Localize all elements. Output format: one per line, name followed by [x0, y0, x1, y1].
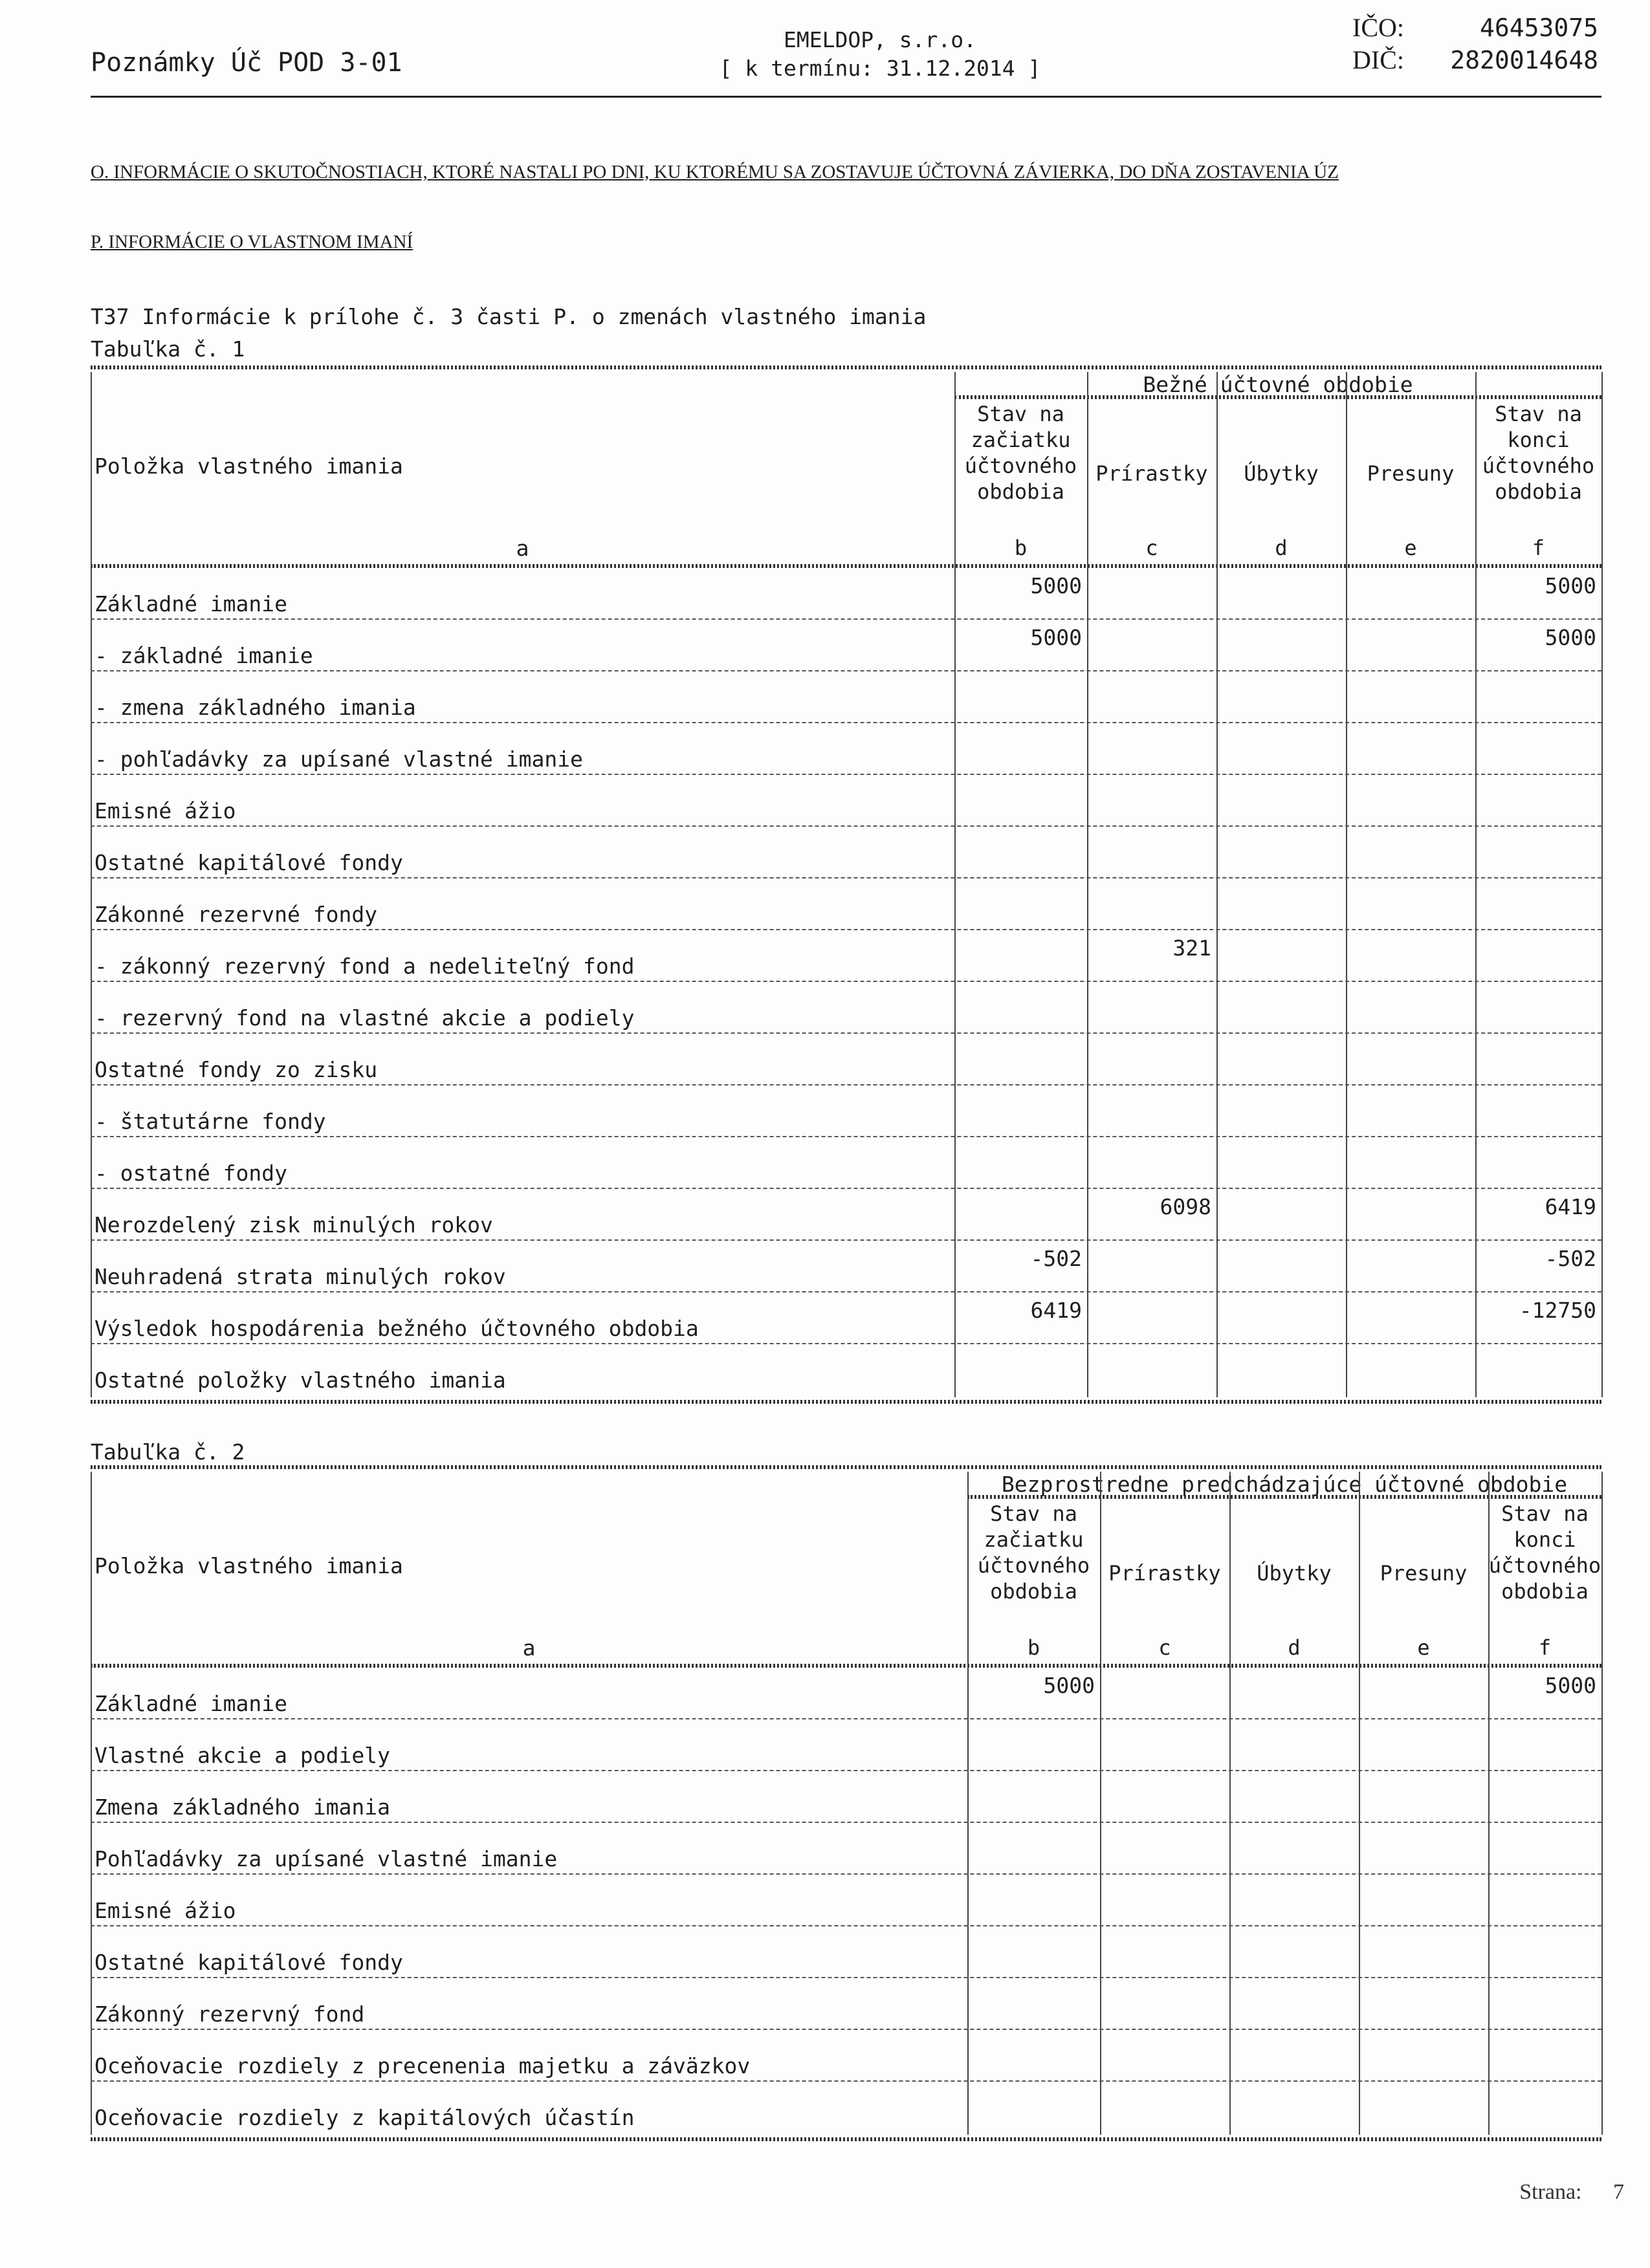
col-b-header-line: b: [1027, 1635, 1040, 1660]
row-divider: [91, 981, 1601, 982]
period-rule: [967, 1495, 1601, 1499]
section-p-heading: P. INFORMÁCIE O VLASTNOM IMANÍ: [91, 232, 413, 252]
row-divider: [91, 774, 1601, 775]
row-label: Vlastné akcie a podiely: [94, 1743, 390, 1768]
row-divider: [91, 1032, 1601, 1034]
col-d-header-line: Úbytky: [1244, 461, 1319, 486]
ico-label: IČO:: [1352, 13, 1404, 42]
page-label: Strana:: [1519, 2180, 1582, 2204]
row-label: Základné imanie: [94, 591, 288, 616]
column-separator: [1087, 372, 1088, 1397]
cell-b: 5000: [1030, 625, 1082, 650]
row-label: Zákonné rezervné fondy: [94, 902, 378, 927]
col-f-header-line: f: [1538, 1635, 1552, 1660]
column-separator: [1359, 1472, 1360, 2135]
col-b-header-line: účtovného: [977, 1553, 1090, 1578]
row-divider: [91, 2080, 1601, 2082]
id-block: [1352, 12, 1598, 76]
col-c-header-line: c: [1158, 1635, 1171, 1660]
col-f-header-line: Stav na: [1495, 402, 1582, 426]
row-divider: [91, 1718, 1601, 1719]
row-label: Neuhradená strata minulých rokov: [94, 1264, 506, 1289]
header-divider: [91, 96, 1601, 98]
row-label: Ostatné kapitálové fondy: [94, 1950, 403, 1975]
row-divider: [91, 1291, 1601, 1292]
row-divider: [91, 1239, 1601, 1241]
col-d-header-line: d: [1275, 536, 1288, 560]
dic-label: DIČ:: [1352, 45, 1404, 74]
row-divider: [91, 877, 1601, 878]
row-label: Ostatné fondy zo zisku: [94, 1057, 378, 1082]
cell-b: 6419: [1030, 1298, 1082, 1323]
header-rule: [91, 1664, 1601, 1668]
item-column-header: Položka vlastného imania: [94, 1553, 403, 1578]
col-b-header-line: obdobia: [977, 479, 1064, 504]
col-f-header-line: obdobia: [1495, 479, 1582, 504]
row-divider: [91, 1188, 1601, 1189]
row-label: - rezervný fond na vlastné akcie a podiely: [94, 1005, 635, 1030]
row-label: Ostatné kapitálové fondy: [94, 850, 403, 875]
section-o-heading: O. INFORMÁCIE O SKUTOČNOSTIACH, KTORÉ NASTALI PO DNI, KU KTORÉMU SA ZOSTAVUJE ÚČTOVNÁ ZÁVIERKA, DO DŇA ZOSTAVENIA ÚZ: [91, 162, 1339, 182]
column-separator: [1100, 1472, 1101, 2135]
cell-f: 5000: [1545, 1673, 1596, 1698]
cell-f: 5000: [1545, 573, 1596, 598]
col-f-header-line: účtovného: [1488, 1553, 1601, 1578]
row-divider: [91, 929, 1601, 930]
row-divider: [91, 1977, 1601, 1978]
col-e-header-line: Presuny: [1367, 461, 1455, 486]
cell-f: 5000: [1545, 625, 1596, 650]
row-label: Výsledok hospodárenia bežného účtovného obdobia: [94, 1316, 699, 1341]
col-b-header-line: začiatku: [984, 1527, 1084, 1552]
col-b-header-line: Stav na: [977, 402, 1064, 426]
period-label: Bezprostredne predchádzajúce účtovné obdobie: [1001, 1472, 1568, 1497]
cell-b: 5000: [1030, 573, 1082, 598]
row-divider: [91, 2029, 1601, 2030]
column-separator: [967, 1472, 969, 2135]
col-e-header-line: Presuny: [1380, 1560, 1468, 1586]
col-f-header-line: f: [1532, 536, 1545, 560]
row-divider: [91, 1136, 1601, 1137]
row-label: Nerozdelený zisk minulých rokov: [94, 1212, 493, 1238]
row-divider: [91, 1343, 1601, 1344]
row-label: Zákonný rezervný fond: [94, 2001, 365, 2027]
col-b-header-line: Stav na: [990, 1501, 1077, 1526]
cell-c: 6098: [1160, 1194, 1211, 1219]
row-label: Zmena základného imania: [94, 1794, 390, 1820]
row-label: - štatutárne fondy: [94, 1109, 326, 1134]
item-column-header: Položka vlastného imania: [94, 453, 403, 479]
column-separator: [1475, 372, 1477, 1397]
col-d-header-line: d: [1288, 1635, 1301, 1660]
bottom-rule: [91, 1400, 1601, 1404]
row-label: Emisné ážio: [94, 1898, 236, 1923]
row-divider: [91, 1822, 1601, 1823]
cell-f: 6419: [1545, 1194, 1596, 1219]
column-separator: [954, 372, 956, 1397]
top-rule: [91, 365, 1601, 369]
cell-c: 321: [1172, 935, 1211, 961]
column-a-label: a: [522, 1635, 536, 1661]
col-b-header-line: obdobia: [990, 1579, 1077, 1604]
col-d-header-line: Úbytky: [1257, 1560, 1332, 1586]
table-2: [91, 1465, 1601, 2135]
row-label: - zákonný rezervný fond a nedeliteľný fond: [94, 954, 635, 979]
row-divider: [91, 670, 1601, 671]
row-divider: [91, 618, 1601, 620]
col-e-header-line: e: [1417, 1635, 1430, 1660]
cell-b: -502: [1030, 1246, 1082, 1271]
column-separator: [1601, 372, 1603, 1397]
col-b-header-line: b: [1014, 536, 1028, 560]
row-divider: [91, 1770, 1601, 1771]
header-rule: [91, 564, 1601, 568]
row-divider: [91, 722, 1601, 723]
cell-f: -12750: [1519, 1298, 1596, 1323]
column-separator: [1601, 1472, 1603, 2135]
column-separator: [1229, 1472, 1231, 2135]
row-label: Oceňovacie rozdiely z kapitálových účastín: [94, 2105, 635, 2130]
top-rule: [91, 1465, 1601, 1469]
ico-value: 46453075: [1479, 14, 1598, 42]
row-divider: [91, 1084, 1601, 1085]
col-b-header-line: účtovného: [964, 453, 1077, 478]
row-label: Oceňovacie rozdiely z precenenia majetku a záväzkov: [94, 2053, 751, 2078]
table2-caption: Tabuľka č. 2: [91, 1439, 245, 1465]
bottom-rule: [91, 2137, 1601, 2141]
col-f-header-line: konci: [1513, 1527, 1576, 1552]
dic-value: 2820014648: [1450, 46, 1598, 74]
column-a-label: a: [516, 536, 529, 561]
row-label: - ostatné fondy: [94, 1161, 288, 1186]
column-separator: [1346, 372, 1347, 1397]
column-separator: [91, 372, 92, 1397]
period-rule: [954, 395, 1601, 399]
row-label: Ostatné položky vlastného imania: [94, 1368, 506, 1393]
page-footer: [1519, 2180, 1624, 2205]
page-number: 7: [1613, 2180, 1624, 2204]
col-f-header-line: obdobia: [1501, 1579, 1589, 1604]
cell-b: 5000: [1043, 1673, 1095, 1698]
col-c-header-line: Prírastky: [1108, 1560, 1221, 1586]
column-separator: [1216, 372, 1218, 1397]
column-separator: [1488, 1472, 1490, 2135]
col-e-header-line: e: [1404, 536, 1417, 560]
table-1: [91, 365, 1601, 1397]
row-label: - zmena základného imania: [94, 695, 416, 720]
col-f-header-line: účtovného: [1482, 453, 1595, 478]
row-divider: [91, 1873, 1601, 1875]
row-label: - základné imanie: [94, 643, 313, 668]
company-block: [686, 26, 1074, 83]
row-label: - pohľadávky za upísané vlastné imanie: [94, 747, 583, 772]
col-c-header-line: c: [1145, 536, 1158, 560]
col-f-header-line: konci: [1507, 428, 1570, 452]
row-label: Základné imanie: [94, 1691, 288, 1716]
term-date: [ k termínu: 31.12.2014 ]: [719, 56, 1041, 81]
row-divider: [91, 1925, 1601, 1926]
t37-title: T37 Informácie k prílohe č. 3 časti P. o zmenách vlastného imania: [91, 304, 927, 329]
document-title: Poznámky Úč POD 3-01: [91, 48, 402, 78]
row-divider: [91, 825, 1601, 827]
col-b-header-line: začiatku: [971, 428, 1071, 452]
table1-caption: Tabuľka č. 1: [91, 336, 245, 362]
row-label: Emisné ážio: [94, 798, 236, 823]
col-c-header-line: Prírastky: [1095, 461, 1208, 486]
company-name: EMELDOP, s.r.o.: [783, 27, 976, 52]
row-label: Pohľadávky za upísané vlastné imanie: [94, 1846, 558, 1871]
cell-f: -502: [1545, 1246, 1596, 1271]
period-label: Bežné účtovné obdobie: [1143, 372, 1413, 397]
col-f-header-line: Stav na: [1501, 1501, 1589, 1526]
